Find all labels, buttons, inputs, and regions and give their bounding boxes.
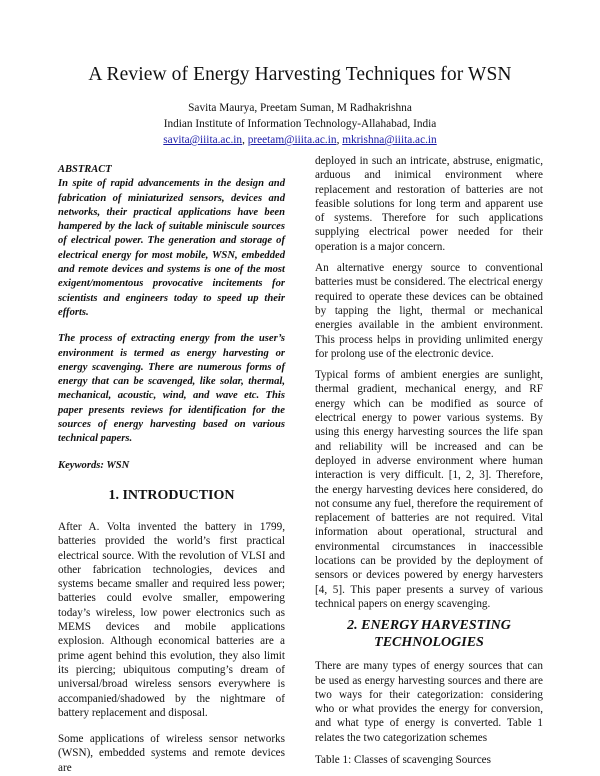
right-column: [315, 154, 543, 767]
section-1-heading: 1. INTRODUCTION: [108, 487, 235, 503]
author-block: [0, 100, 600, 148]
table-1-caption: Table 1: Classes of scavenging Sources: [315, 753, 492, 766]
email-separator: ,: [242, 134, 248, 146]
intro-paragraph-1: After A. Volta invented the battery in 1799, batteries provided the world’s first practical electrical source. With the revolution of VLSI and other fabrication technologies, devices and systems became smaller and required less power; batteries could evolve smaller, empowering today’s wireless, low power electronics such as MEMS devices and mobile applications explosion. Although economical batteries are a prime agent behind this evolution, they also limit its piercing; ubiquitous computing’s dream of universal/broad wireless sensors everywhere is accompanied/shadowed by the nightmare of battery replacement and disposal.: [58, 520, 285, 719]
email-separator: ,: [336, 134, 343, 146]
paper-title: A Review of Energy Harvesting Techniques for WSN: [88, 64, 512, 85]
section-2-paragraph-1: There are many types of energy sources that can be used as energy harvesting sources and there are two ways for their categorization: considering who or what provides the energy for conversion, and what type of energy is converted. Table 1 relates the two categorization schemes: [315, 660, 543, 744]
intro-paragraph-2: Some applications of wireless sensor networks (WSN), embedded systems and remote devices are: [58, 733, 285, 774]
abstract-paragraph-1: In spite of rapid advancements in the design and fabrication of miniaturized sensors, devices and networks, their practical applications have been hampered by the lack of suitable miniscule sources of electrical power. The generation and storage of electrical energy for most mobile, WSN, embedded and remote devices and systems is one of the most exigent/momentous provocative incitements for scientists and engineers today to speed up their efforts.: [58, 178, 285, 318]
keywords: Keywords: WSN: [58, 459, 130, 471]
email-link-savita[interactable]: savita@iiita.ac.in: [163, 134, 243, 146]
author-names: Savita Maurya, Preetam Suman, M Radhakrishna: [188, 102, 412, 114]
email-link-preetam[interactable]: preetam@iiita.ac.in: [247, 134, 337, 146]
intro-paragraph-3: An alternative energy source to conventional batteries must be considered. The electrical energy required to operate these devices can be obtained by tapping the light, thermal or mechanical energies available in the ambient environment. This process helps in providing unlimited energy for prolong use of the electronic device.: [315, 262, 543, 360]
left-column: [58, 163, 285, 775]
affiliation: Indian Institute of Information Technology-Allahabad, India: [163, 118, 437, 130]
section-2-heading: 2. ENERGY HARVESTING TECHNOLOGIES: [347, 618, 511, 651]
email-link-mkrishna[interactable]: mkrishna@iiita.ac.in: [342, 134, 437, 146]
author-emails: [0, 132, 600, 148]
intro-paragraph-4: Typical forms of ambient energies are sunlight, thermal gradient, mechanical energy, and RF energy which can be modified as source of electrical energy to power various systems. By using this energy harvesting sources the life span and reliability will be increased and can be deployed in adverse environment where human interaction is very difficult. [1, 2, 3]. Therefore, the energy harvesting devices here considered, do not consume any fuel, therefore the requirement of replacement of batteries are not required. Vital information about operational, structural and environmental circumstances in inaccessible locations can be provided by the deployment of sensors or devices powered by energy harvesters [4, 5]. This paper presents a survey of various technical papers on energy scavenging.: [315, 369, 543, 610]
intro-paragraph-2-continued: deployed in such an intricate, abstruse, enigmatic, arduous and inimical environment where replacement and restoration of batteries are not feasible solutions for long term and apparent use of systems. Therefore for such applications supplying electrical power needed for their operation is a major concern.: [315, 155, 543, 253]
abstract-heading: ABSTRACT: [58, 164, 112, 175]
abstract-paragraph-2: The process of extracting energy from the user’s environment is termed as energy harvesting or energy scavenging. There are numerous forms of energy that can be scavenged, like solar, thermal, mechanical, acoustic, wind, and wave etc. This paper presents reviews for identification for the sources of energy harvesting based on various technical papers.: [58, 333, 285, 445]
